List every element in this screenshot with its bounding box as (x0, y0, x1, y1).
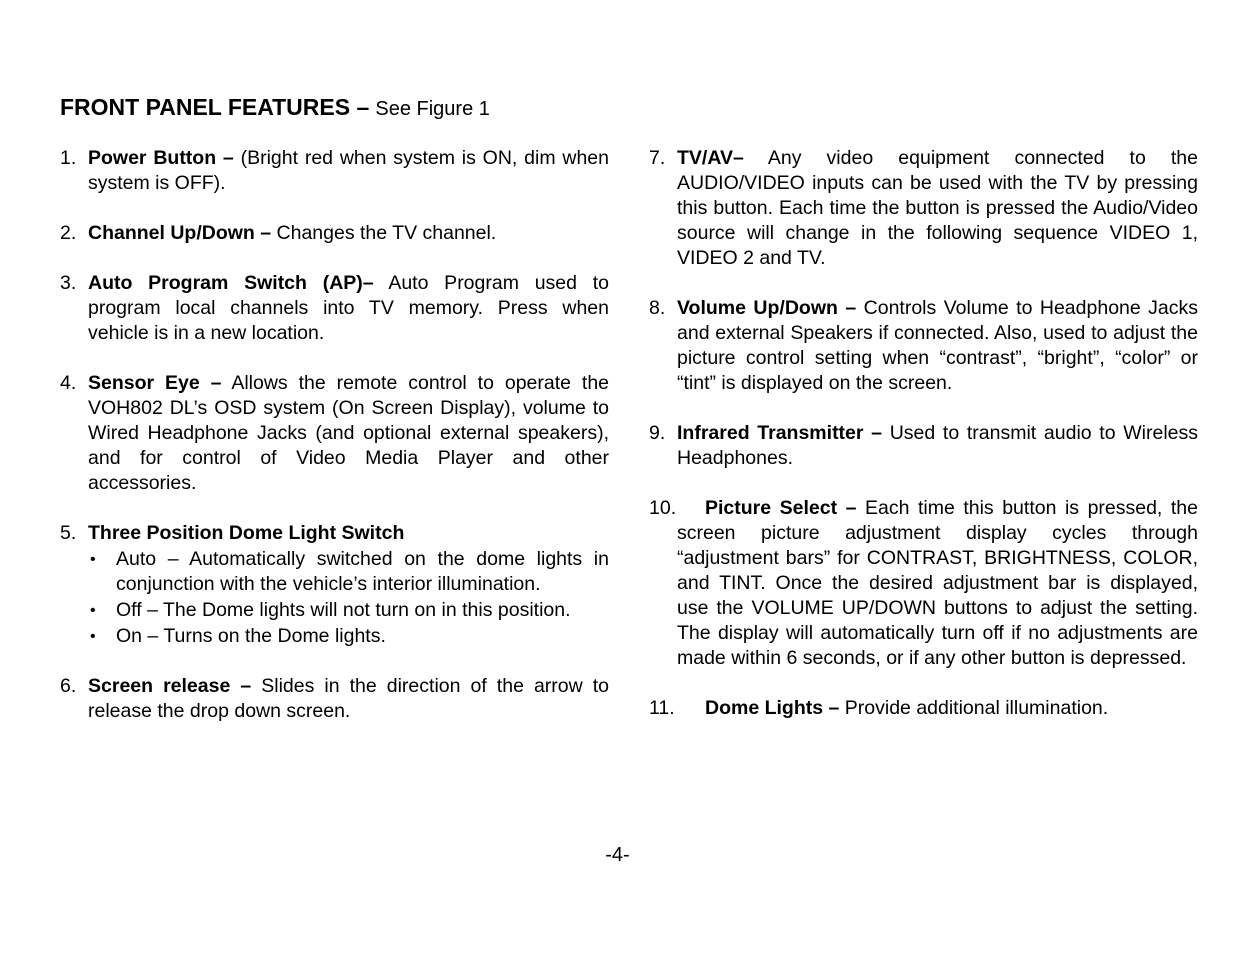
item-number: 2. (60, 222, 77, 244)
item-text: Slides in the direction of the arrow to release the drop down screen. (88, 675, 610, 722)
item-label: Screen release – (88, 675, 252, 697)
left-column (58, 146, 609, 749)
item-number: 6. (60, 675, 77, 697)
item-label: Three Position Dome Light Switch (88, 522, 405, 544)
page-number: -4- (605, 844, 630, 866)
item-number: 9. (649, 422, 666, 444)
feature-item-dome-light-switch (58, 521, 609, 649)
bullet-text: Off – The Dome lights will not turn on in this position. (116, 599, 571, 621)
item-label: Auto Program Switch (AP)– (88, 272, 374, 294)
item-text: Allows the remote control to operate the VOH802 DL’s OSD system (On Screen Display), volume to Wired Headphone Jacks (and optional external speakers), and for control of Video Media Player and other accessories. (88, 372, 610, 494)
bullet-icon: • (90, 628, 96, 645)
item-number: 11. (649, 697, 675, 719)
item-text: Changes the TV channel. (276, 222, 497, 244)
feature-item-infrared-transmitter (647, 421, 1198, 471)
item-text: Controls Volume to Headphone Jacks and external Speakers if connected. Also, used to adjust the picture control setting when “contrast”, “bright”, “color” or “tint” is displayed on the screen. (677, 297, 1199, 394)
feature-item-volume-up-down (647, 296, 1198, 396)
feature-item-screen-release (58, 674, 609, 724)
page-title-reference: See Figure 1 (375, 98, 490, 120)
bullet-text: Auto – Automatically switched on the dome lights in conjunction with the vehicle’s interior illumination. (116, 548, 609, 595)
item-label: Channel Up/Down – (88, 222, 272, 244)
item-number: 4. (60, 372, 77, 394)
item-label: Infrared Transmitter – (677, 422, 883, 444)
item-number: 7. (649, 147, 666, 169)
feature-item-power-button (58, 146, 609, 196)
feature-item-dome-lights (647, 696, 1198, 721)
item-text: Used to transmit audio to Wireless Headphones. (677, 422, 1199, 469)
bullet-icon: • (90, 551, 96, 568)
feature-item-tv-av (647, 146, 1198, 271)
feature-item-channel-up-down (58, 221, 609, 246)
feature-item-auto-program-switch (58, 271, 609, 346)
item-number: 10. (649, 497, 677, 519)
item-label: Volume Up/Down – (677, 297, 857, 319)
item-text: (Bright red when system is ON, dim when system is OFF). (88, 147, 609, 194)
item-label: Dome Lights – (705, 697, 840, 719)
page-title-bold: FRONT PANEL FEATURES – (60, 94, 370, 120)
bullet-item-on (88, 624, 609, 649)
item-number: 8. (649, 297, 666, 319)
item-number: 1. (60, 147, 77, 169)
bullet-icon: • (90, 602, 96, 619)
item-text: Auto Program used to program local channels into TV memory. Press when vehicle is in a new location. (88, 272, 610, 344)
item-label: Picture Select – (705, 497, 857, 519)
page-title (60, 93, 490, 123)
bullet-text: On – Turns on the Dome lights. (116, 625, 386, 647)
item-number: 5. (60, 522, 77, 544)
item-label: Power Button – (88, 147, 234, 169)
item-text: Provide additional illumination. (844, 697, 1109, 719)
bullet-item-auto (88, 547, 609, 597)
item-label: TV/AV– (677, 147, 744, 169)
item-text: Each time this button is pressed, the screen picture adjustment display cycles through “adjustment bars” for CONTRAST, BRIGHTNESS, COLOR, and TINT. Once the desired adjustment bar is displayed, use the VOLUME UP/DOWN buttons to adjust the setting. The display will automatically turn off if no adjustments are made within 6 seconds, or if any other button is depressed. (677, 497, 1198, 669)
item-label: Sensor Eye – (88, 372, 222, 394)
item-text: Any video equipment connected to the AUDIO/VIDEO inputs can be used with the TV by pressing this button. Each time the button is pressed the Audio/Video source will change in the following sequence VIDEO 1, VIDEO 2 and TV. (677, 147, 1198, 269)
bullet-list (88, 547, 609, 649)
bullet-item-off (88, 598, 609, 623)
feature-item-picture-select (647, 496, 1198, 671)
item-number: 3. (60, 272, 77, 294)
right-column (647, 146, 1198, 746)
feature-item-sensor-eye (58, 371, 609, 496)
